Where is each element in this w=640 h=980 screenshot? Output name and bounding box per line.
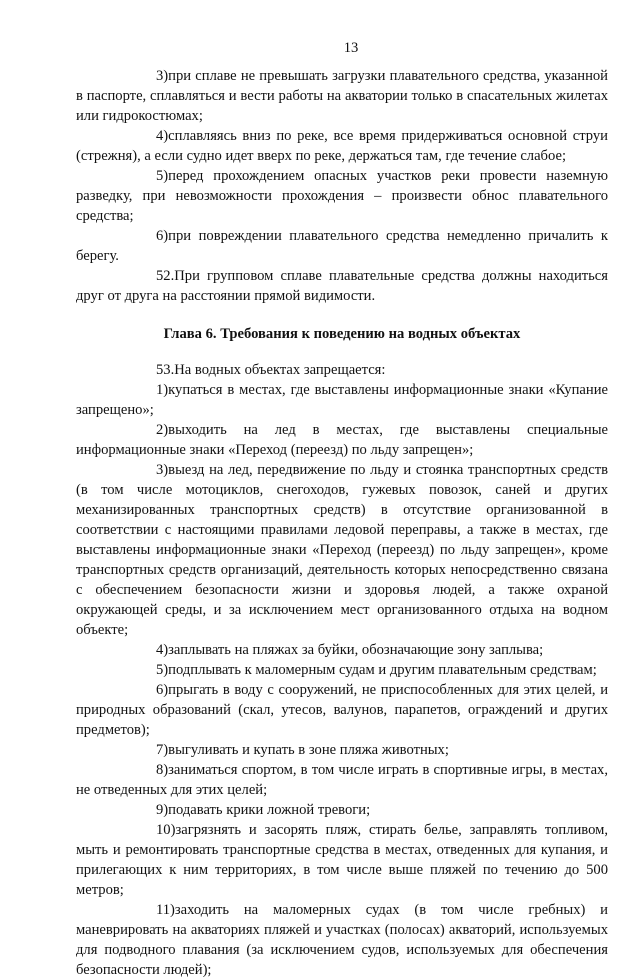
document-page (76, 38, 608, 980)
list-item (76, 420, 608, 460)
list-item-number: 10) (156, 822, 176, 838)
list-item-text: сплавляясь вниз по реке, все время придерживаться основной струи (стрежня), а если судно идет вверх по реке, держаться там, где течение слабое; (76, 128, 608, 164)
list-item-text: перед прохождением опасных участков реки провести наземную разведку, при невозможности прохождения – произвести обнос плавательного средства; (76, 168, 608, 224)
list-item (76, 266, 608, 306)
list-item-number: 52. (156, 268, 175, 284)
list-item-text: заниматься спортом, в том числе играть в спортивные игры, в местах, не отведенных для этих целей; (76, 762, 608, 798)
list-item-text: загрязнять и засорять пляж, стирать белье, заправлять топливом, мыть и ремонтировать транспортные средства в местах, отведенных для купания, и прилегающих к ним территориях, в том числе выше пляжей по течению до 500 метров; (76, 822, 608, 898)
chapter-title: Глава 6. Требования к поведению на водных объектах (163, 326, 521, 342)
list-item (76, 226, 608, 266)
list-item (76, 800, 608, 820)
list-item (76, 760, 608, 800)
items-before-list (76, 66, 608, 306)
list-item (76, 820, 608, 900)
list-item-number: 8) (156, 762, 169, 778)
list-item-number: 5) (156, 168, 169, 184)
list-item (76, 740, 608, 760)
list-item-text: выходить на лед в местах, где выставлены специальные информационные знаки «Переход (переезд) по льду запрещен»; (76, 422, 608, 458)
list-item (76, 900, 608, 980)
list-item-number: 11) (156, 902, 175, 918)
list-item (76, 640, 608, 660)
list-item-text: подплывать к маломерным судам и другим плавательным средствам; (168, 662, 597, 678)
list-item-number: 9) (156, 802, 169, 818)
list-item-text: купаться в местах, где выставлены информационные знаки «Купание запрещено»; (76, 382, 608, 418)
list-item (76, 66, 608, 126)
list-item-text: выгуливать и купать в зоне пляжа животных; (168, 742, 449, 758)
list-item-number: 3) (156, 462, 169, 478)
list-item (76, 126, 608, 166)
list-item-number: 1) (156, 382, 169, 398)
list-item (76, 166, 608, 226)
intro-paragraph (76, 360, 608, 380)
list-item-text: заходить на маломерных судах (в том числе гребных) и маневрировать на акваториях пляжей и участках (полосах) акваторий, используемых для подводного плавания (за исключением судов, используемых для обеспечения безопасности людей); (76, 902, 608, 978)
list-item-number: 5) (156, 662, 169, 678)
list-item-number: 4) (156, 128, 169, 144)
intro-text: На водных объектах запрещается: (174, 362, 386, 378)
page-number: 13 (343, 40, 359, 56)
list-item (76, 680, 608, 740)
list-item-number: 2) (156, 422, 169, 438)
list-item-number: 4) (156, 642, 169, 658)
list-item (76, 660, 608, 680)
list-item-text: При групповом сплаве плавательные средства должны находиться друг от друга на расстоянии прямой видимости. (76, 268, 608, 304)
list-item-text: прыгать в воду с сооружений, не приспособленных для этих целей, и природных образований (скал, утесов, валунов, парапетов, ограждений и других предметов); (76, 682, 608, 738)
list-item-number: 6) (156, 228, 169, 244)
list-item-number: 7) (156, 742, 169, 758)
list-item-text: при сплаве не превышать загрузки плавательного средства, указанной в паспорте, сплавляться и вести работы на акватории только в спасательных жилетах или гидрокостюмах; (76, 68, 608, 124)
intro-number: 53. (156, 362, 175, 378)
list-item-number: 6) (156, 682, 169, 698)
list-item-text: выезд на лед, передвижение по льду и стоянка транспортных средств (в том числе мотоциклов, снегоходов, гужевых повозок, саней и других механизированных транспортных средств) в отсутствие организованной в соответствии с настоящими правилами ледовой переправы, а также в местах, где выставлены информационные знаки «Переход (переезд) по льду запрещен», кроме транспортных средств организаций, деятельность которых непосредственно связана с обеспечением безопасности жизни и здоровья людей, а также охраной окружающей среды, и за исключением мест организованного отдыха на водном объекте; (76, 462, 608, 638)
list-item-text: при повреждении плавательного средства немедленно причалить к берегу. (76, 228, 608, 264)
list-item-number: 3) (156, 68, 169, 84)
list-item-text: подавать крики ложной тревоги; (168, 802, 371, 818)
list-item (76, 460, 608, 640)
list-item (76, 380, 608, 420)
list-item-text: заплывать на пляжах за буйки, обозначающие зону заплыва; (168, 642, 544, 658)
items-after-list (76, 380, 608, 980)
